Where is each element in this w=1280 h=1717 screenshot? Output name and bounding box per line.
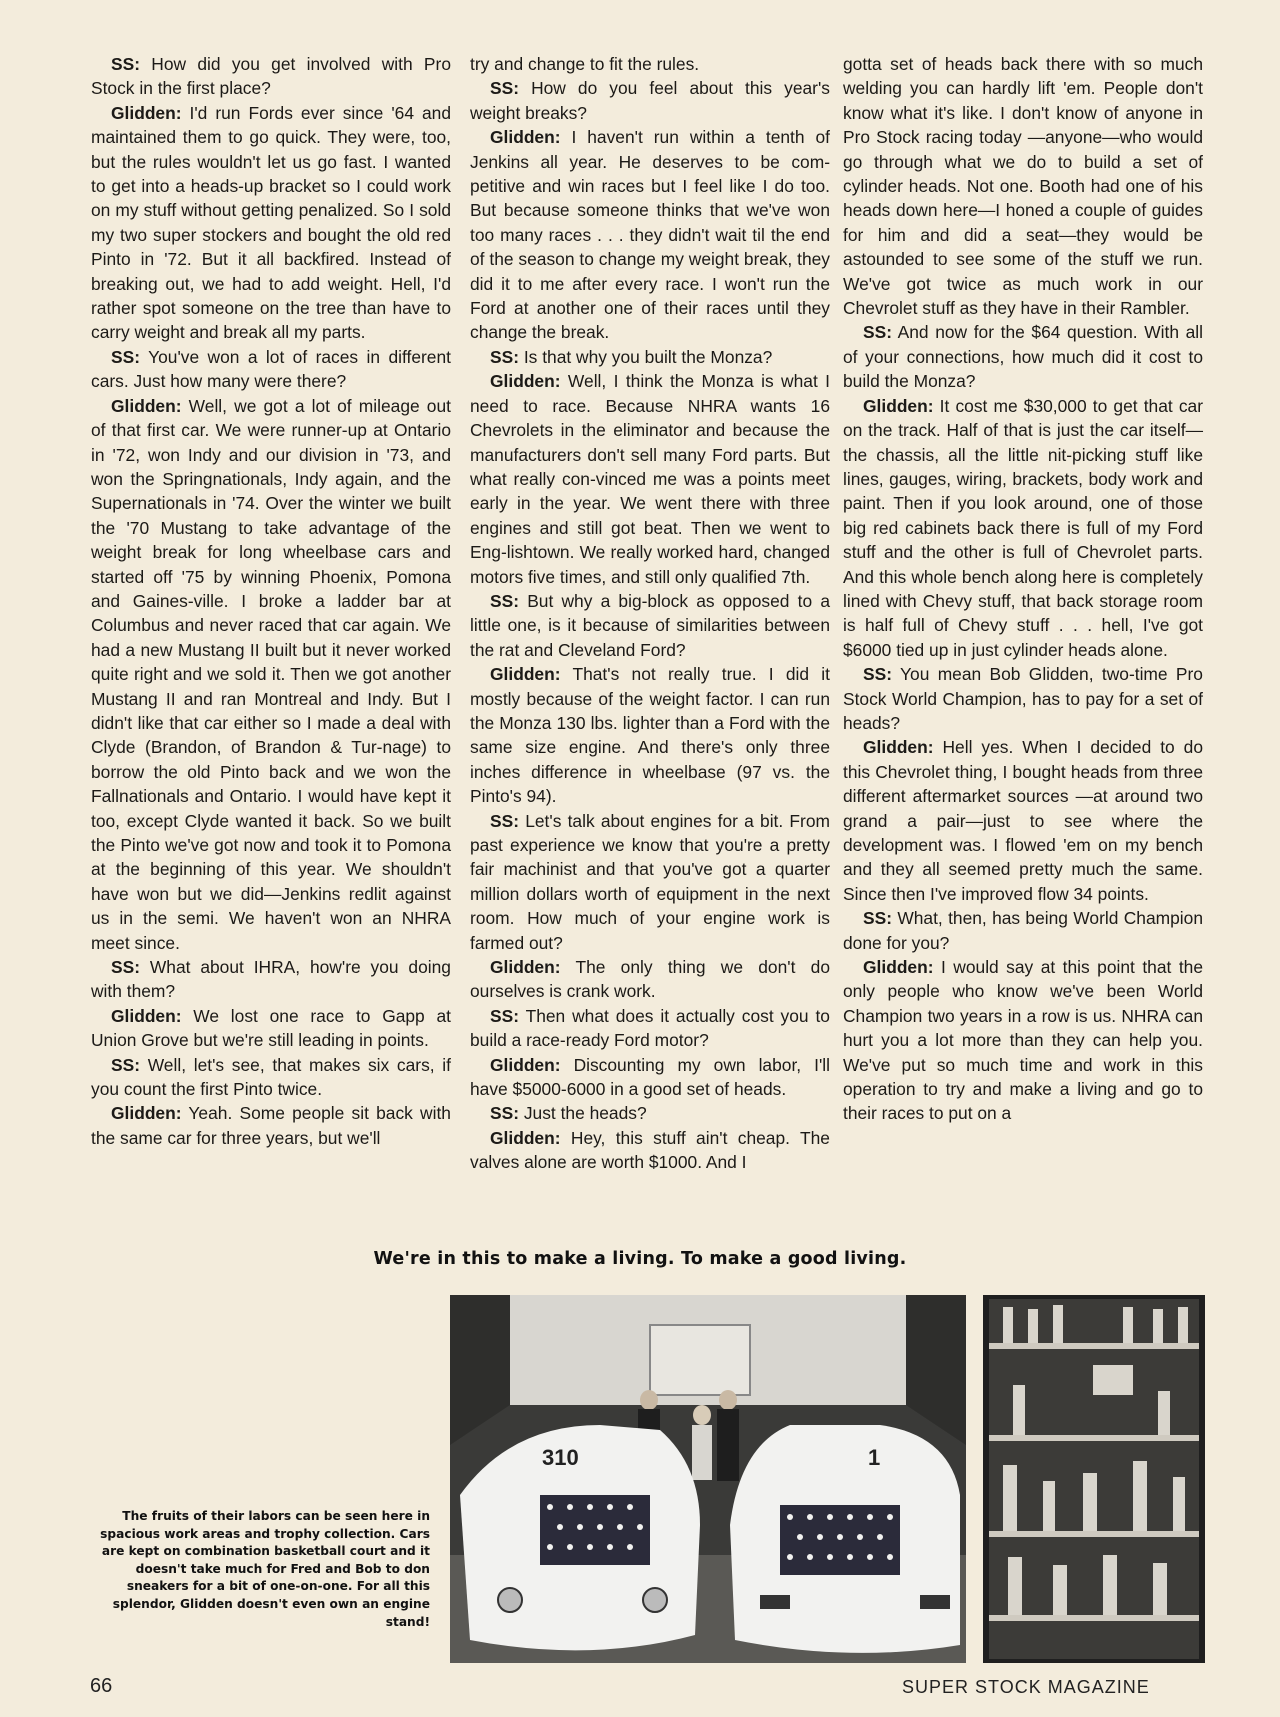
paragraph-text: Hell yes. When I decided to do this Chevrolet thing, I bought heads from three different aftermarket sources —at around two grand a pair—just to see where the development was. I flowed 'em on my bench and they all seemed pretty much the same. Since then I've improved flow 34 points.: [843, 737, 1203, 904]
article-paragraph: [843, 955, 1203, 1126]
photo-caption: The fruits of their labors can be seen here in spacious work areas and trophy collection. Cars are kept on combination basketball court and it doesn't take much for Fred and Bob to don sneakers for a bit of one-on-one. For all this splendor, Glidden doesn't even own an engine stand!: [100, 1509, 430, 1629]
speaker-label: SS:: [863, 908, 892, 929]
speaker-label: Glidden:: [490, 1127, 561, 1148]
paragraph-text: But why a big-block as opposed to a little one, is it because of similarities between the rat and Cleveland Ford?: [470, 590, 830, 660]
speaker-label: SS:: [863, 322, 892, 343]
speaker-label: Glidden:: [111, 1103, 182, 1124]
article-paragraph: [470, 662, 830, 808]
pull-quote: We're in this to make a living. To make a good living.: [373, 1249, 907, 1269]
paragraph-text: try and change to fit the rules.: [470, 54, 700, 74]
article-paragraph: [91, 52, 451, 101]
article-paragraph: [470, 369, 830, 589]
paragraph-text: gotta set of heads back there with so much welding you can hardly lift 'em. People don't know what it's like. I don't know of anyone in Pro Stock racing today —anyone—who would go through what we do to build a set of cylinder heads. Not one. Booth had one of his heads down here—I honed a couple of guides for him and did a seat—they would be astounded to see some of the stuff we run. We've got twice as much work in our Chevrolet stuff as they have in their Rambler.: [843, 54, 1203, 319]
paragraph-text: What about IHRA, how're you doing with them?: [91, 957, 451, 1002]
article-paragraph: [91, 101, 451, 345]
trophy-shelves-illustration: [983, 1295, 1205, 1663]
speaker-label: Glidden:: [490, 127, 561, 148]
speaker-label: SS:: [111, 1054, 140, 1075]
article-paragraph: [843, 320, 1203, 393]
paragraph-text: Well, let's see, that makes six cars, if you count the first Pinto twice.: [91, 1054, 451, 1100]
photo-cars-in-garage: [450, 1295, 966, 1663]
paragraph-text: How do you feel about this year's weight breaks?: [470, 78, 830, 123]
article-column-3: [843, 52, 1203, 1126]
article-paragraph: [91, 955, 451, 1004]
page-number: 66: [90, 1675, 113, 1697]
paragraph-text: Well, I think the Monza is what I need to race. Because NHRA wants 16 Chevrolets in the eliminator and because the manufacturers don't sell many Ford parts. But what really con-vinced me was a points meet early in the year. We went there with three engines and still got beat. Then we went to Eng-lishtown. We really worked hard, changed motors five times, and still only qualified 7th.: [470, 371, 830, 587]
paragraph-text: Then what does it actually cost you to build a race-ready Ford motor?: [470, 1005, 830, 1051]
speaker-label: Glidden:: [490, 371, 561, 392]
paragraph-text: I'd run Fords ever since '64 and maintained them to go quick. They were, too, but the rules wouldn't let us go fast. I wanted to get into a heads-up bracket so I could work on my stuff without getting penalized. So I sold my two super stockers and bought the old red Pinto in '72. But it all backfired. Instead of breaking out, we had to add weight. Hell, I'd rather spot someone on the tree than have to carry weight and break all my parts.: [91, 102, 451, 343]
speaker-label: Glidden:: [111, 1005, 182, 1026]
magazine-name: SUPER STOCK MAGAZINE: [902, 1677, 1150, 1697]
article-paragraph: [91, 345, 451, 394]
article-paragraph: [843, 662, 1203, 735]
article-paragraph: [470, 1101, 830, 1125]
speaker-label: SS:: [111, 957, 140, 978]
article-column-2: [470, 52, 830, 1175]
article-paragraph: [470, 809, 830, 955]
article-paragraph: [470, 1053, 830, 1102]
speaker-label: Glidden:: [490, 957, 561, 978]
article-paragraph: [470, 76, 830, 125]
paragraph-text: I would say at this point that the only people who know we've been World Champion two years in a row is us. NHRA can hurt you a lot more than they can help you. We've put so much time and work in this operation to try and make a living and go to their races to put on a: [843, 957, 1203, 1124]
paragraph-text: You mean Bob Glidden, two-time Pro Stock World Champion, has to pay for a set of heads?: [843, 664, 1203, 733]
speaker-label: Glidden:: [490, 664, 561, 685]
article-paragraph: [470, 52, 830, 76]
paragraph-text: I haven't run within a tenth of Jenkins all year. He deserves to be com-petitive and win races but I feel like I do too. But because someone thinks that we've won too many races . . . they didn't wait til the end of the season to change my weight break, they did it to me after every race. I won't run the Ford at another one of their races until they change the break.: [470, 127, 830, 343]
speaker-label: Glidden:: [111, 395, 182, 416]
speaker-label: SS:: [111, 54, 140, 74]
article-paragraph: [843, 52, 1203, 320]
paragraph-text: Just the heads?: [523, 1103, 647, 1124]
article-paragraph: [91, 1101, 451, 1150]
article-paragraph: [470, 1004, 830, 1053]
speaker-label: SS:: [490, 1005, 519, 1026]
paragraph-text: Hey, this stuff ain't cheap. The valves alone are worth $1000. And I: [470, 1127, 830, 1173]
speaker-label: Glidden:: [863, 737, 934, 758]
paragraph-text: How did you get involved with Pro Stock in the first place?: [91, 54, 451, 99]
right-car-number: 1: [868, 1445, 881, 1470]
speaker-label: SS:: [863, 664, 892, 685]
paragraph-text: What, then, has being World Champion done for you?: [843, 908, 1203, 953]
speaker-label: SS:: [111, 346, 140, 367]
paragraph-text: We lost one race to Gapp at Union Grove but we're still leading in points.: [91, 1005, 451, 1051]
article-paragraph: [470, 1126, 830, 1175]
paragraph-text: The only thing we don't do ourselves is crank work.: [470, 957, 830, 1002]
article-paragraph: [470, 345, 830, 369]
article-paragraph: [843, 394, 1203, 662]
paragraph-text: Is that why you built the Monza?: [523, 346, 773, 367]
paragraph-text: Discounting my own labor, I'll have $5000-6000 in a good set of heads.: [470, 1054, 831, 1100]
article-paragraph: [470, 955, 830, 1004]
paragraph-text: You've won a lot of races in different cars. Just how many were there?: [91, 346, 451, 392]
speaker-label: SS:: [490, 810, 519, 831]
speaker-label: Glidden:: [490, 1054, 561, 1075]
left-car-number: 310: [542, 1445, 579, 1470]
speaker-label: Glidden:: [111, 102, 182, 123]
speaker-label: SS:: [490, 346, 519, 367]
article-paragraph: [91, 1053, 451, 1102]
article-paragraph: [91, 1004, 451, 1053]
photo-trophy-collection: [983, 1295, 1205, 1663]
article-column-1: [91, 52, 451, 1150]
speaker-label: Glidden:: [863, 395, 934, 416]
paragraph-text: That's not really true. I did it mostly because of the weight factor. I can run the Monza 130 lbs. lighter than a Ford with the same size engine. And there's only three inches difference in wheelbase (97 vs. the Pinto's 94).: [470, 664, 830, 807]
speaker-label: Glidden:: [863, 957, 934, 978]
paragraph-text: Let's talk about engines for a bit. From past experience we know that you're a pretty fair machinist and that you've got a quarter million dollars worth of equipment in the next room. How much of your engine work is farmed out?: [470, 810, 830, 953]
article-paragraph: [843, 735, 1203, 906]
speaker-label: SS:: [490, 1103, 519, 1124]
paragraph-text: It cost me $30,000 to get that car on the track. Half of that is just the car itself—the chassis, all the little nit-picking stuff like lines, gauges, wiring, brackets, body work and paint. Then if you look around, one of those big red cabinets back there is full of my Ford stuff and the other is full of Chevrolet parts. And this whole bench along here is completely lined with Chevy stuff, that back storage room is half full of Chevy stuff . . . hell, I've got $6000 tied up in just cylinder heads alone.: [843, 395, 1203, 660]
speaker-label: SS:: [490, 78, 519, 99]
paragraph-text: Well, we got a lot of mileage out of that first car. We were runner-up at Ontario in '72, won Indy and our division in '73, and won the Springnationals, Indy again, and the Supernationals in '74. Over the winter we built the '70 Mustang to take advantage of the weight break for long wheelbase cars and started off '75 by winning Phoenix, Pomona and Gaines-ville. I broke a ladder bar at Columbus and never raced that car again. We had a new Mustang II built but it never worked quite right and we sold it. Then we got another Mustang II and ran Montreal and Indy. But I didn't like that car either so I made a deal with Clyde (Brandon, of Brandon & Tur-nage) to borrow the old Pinto back and we won the Fallnationals and Ontario. I would have kept it too, except Clyde wanted it back. So we built the Pinto we've got now and took it to Pomona at the beginning of this year. We shouldn't have won but we did—Jenkins redlit against us in the semi. We haven't won an NHRA meet since.: [91, 395, 451, 953]
cars-illustration: [450, 1295, 966, 1663]
article-paragraph: [843, 906, 1203, 955]
article-paragraph: [470, 589, 830, 662]
speaker-label: SS:: [490, 590, 519, 611]
paragraph-text: Yeah. Some people sit back with the same car for three years, but we'll: [91, 1103, 451, 1148]
paragraph-text: And now for the $64 question. With all of your connections, how much did it cost to build the Monza?: [843, 322, 1203, 392]
article-paragraph: [91, 394, 451, 955]
article-paragraph: [470, 125, 830, 345]
